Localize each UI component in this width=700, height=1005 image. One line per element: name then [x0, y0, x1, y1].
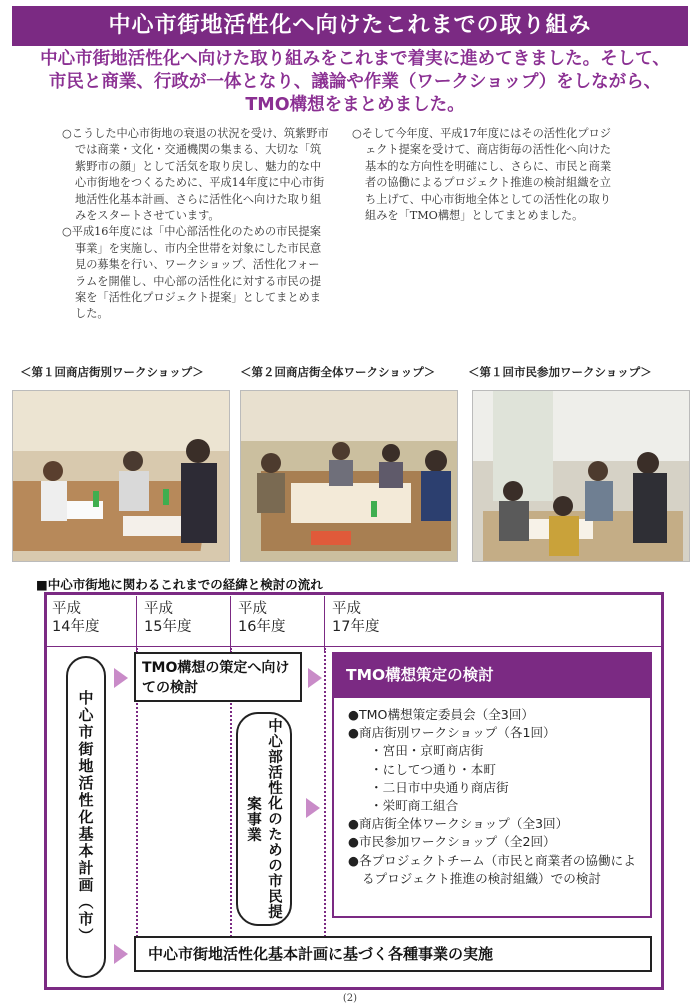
- tmo-prep-box: TMO構想の策定へ向けての検討: [134, 652, 302, 702]
- implementation-box: 中心市街地活性化基本計画に基づく各種事業の実施: [134, 936, 652, 972]
- page-number: (2): [342, 993, 358, 1004]
- tmo-section-title: TMO構想策定の検討: [332, 652, 652, 698]
- year-underline: [47, 646, 661, 647]
- year-header: 平成 14年度: [52, 601, 100, 635]
- body-paragraph: ○平成16年度には「中心部活性化のための市民提案事業」を実施し、市内全世帯を対象にした市民意見の募集を行い、ワークショップ、活性化フォーラムを開催し、中心部の活性化に対する市民の提案を「活性化プロジェクト提案」としてまとめました。: [62, 225, 322, 321]
- photo-caption: ＜第１回市民参加ワークショップ＞: [468, 365, 652, 379]
- list-item: ●TMO構想策定委員会（全3回）: [348, 707, 535, 722]
- basic-plan-pill: 中心市街地活性化基本計画（市）: [66, 656, 106, 978]
- arrow-right-icon: [114, 668, 128, 688]
- workshop-photo: [240, 390, 458, 562]
- year-header: 平成 15年度: [144, 601, 192, 635]
- arrow-right-icon: [308, 668, 322, 688]
- lead-text: 中心市街地活性化へ向けた取り組みをこれまで着実に進めてきました。そして、市民と商業、行政が一体となり、議論や作業（ワークショップ）をしながら、TMO構想をまとめました。: [40, 49, 670, 115]
- arrow-right-icon: [306, 798, 320, 818]
- year-header: 平成 17年度: [332, 601, 380, 635]
- list-item: ・栄町商工組合: [370, 798, 459, 814]
- year-divider: [230, 596, 231, 652]
- year-divider: [324, 596, 325, 652]
- year-divider: [136, 596, 137, 652]
- list-item: ・にしてつ通り・本町: [370, 761, 496, 777]
- list-item: ●各プロジェクトチーム（市民と商業者の協働によるプロジェクト推進の検討組織）での検討: [348, 852, 636, 886]
- tmo-item-list: [332, 698, 652, 918]
- list-item: ●商店街全体ワークショップ（全3回）: [348, 816, 569, 832]
- body-right-column: [352, 126, 620, 224]
- arrow-right-icon: [114, 944, 128, 964]
- list-item: ・二日市中央通り商店街: [370, 779, 509, 795]
- body-paragraph: ○そして今年度、平成17年度にはその活性化プロジェクト提案を受けて、商店街毎の活性化へ向けた基本的な方向性を明確にし、さらに、市民と商業者の協働によるプロジェクト推進の検討組織を立ち上げて、中心市街地全体としての活性化の取り組みを「TMO構想」としてまとめました。: [352, 127, 612, 223]
- citizen-proposal-pill: 中心部活性化のための市民提案事業: [236, 712, 292, 926]
- workshop-photo: [472, 390, 690, 562]
- year-guide: [324, 648, 326, 948]
- workshop-photo: [12, 390, 230, 562]
- list-item: ●商店街別ワークショップ（各1回）: [348, 725, 556, 741]
- body-paragraph: ○こうした中心市街地の衰退の状況を受け、筑紫野市では商業・文化・交通機関の集まる、大切な「筑紫野市の顔」として活気を取り戻し、魅力的な中心市街地をつくるために、平成14年度に中心市街地活性化基本計画、さらに活性化へ向けた取り組みをスタートさせています。: [62, 127, 329, 223]
- page-title: 中心市街地活性化へ向けたこれまでの取り組み: [12, 6, 688, 46]
- list-item: ●市民参加ワークショップ（全2回）: [348, 834, 556, 850]
- photo-caption: ＜第２回商店街全体ワークショップ＞: [240, 365, 436, 379]
- year-header: 平成 16年度: [238, 601, 286, 635]
- body-left-column: [62, 126, 330, 323]
- flow-heading: ■中心市街地に関わるこれまでの経緯と検討の流れ: [36, 577, 323, 592]
- list-item: ・宮田・京町商店街: [370, 743, 484, 759]
- photo-caption: ＜第１回商店街別ワークショップ＞: [20, 365, 204, 379]
